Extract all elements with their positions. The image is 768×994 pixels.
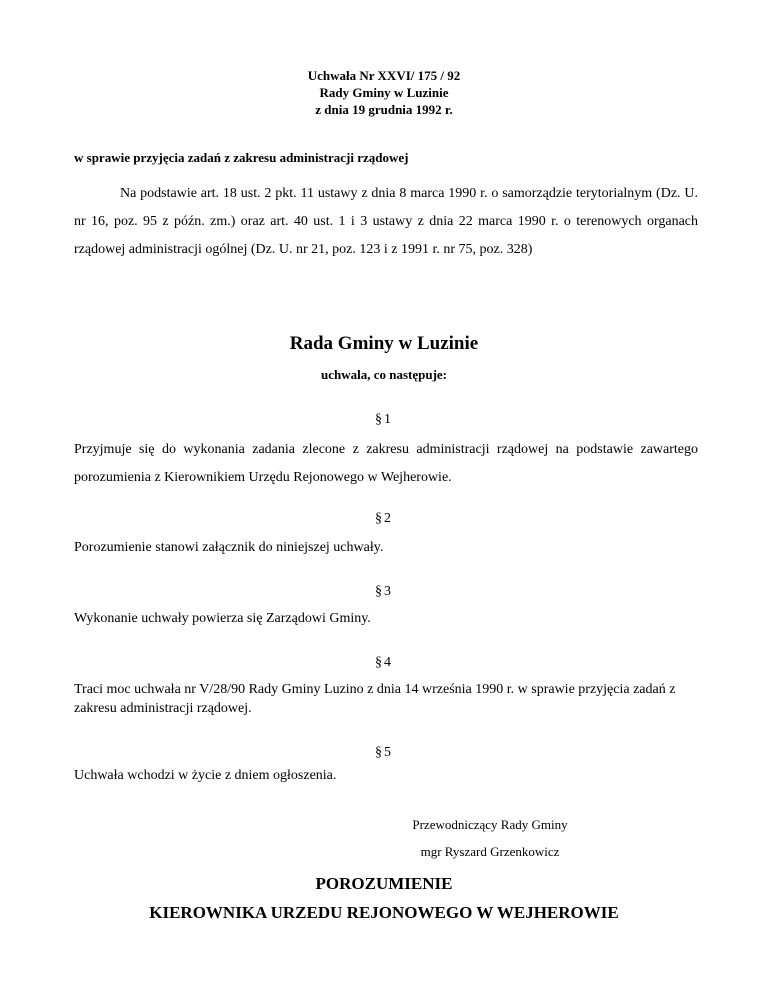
section-4-label: §4	[375, 655, 393, 670]
resolves-heading: uchwala, co następuje:	[320, 367, 448, 382]
resolution-subject: w sprawie przyjęcia zadań z zakresu administracji rządowej	[74, 150, 409, 165]
section-5-text: Uchwała wchodzi w życie z dniem ogłoszenia.	[74, 768, 337, 783]
signatory-role: Przewodniczący Rady Gminy	[412, 817, 568, 832]
signatory-name: mgr Ryszard Grzenkowicz	[420, 844, 560, 859]
section-1-text: Przyjmuje się do wykonania zadania zlecone z zakresu administracji rządowej na podstawie zawartego porozumienia z Kierownikiem Urzędu Rejonowego w Wejherowie.	[74, 442, 698, 485]
section-2-label: §2	[375, 511, 393, 526]
resolution-date: z dnia 19 grudnia 1992 r.	[315, 102, 453, 117]
section-3-text: Wykonanie uchwały powierza się Zarządowi Gminy.	[74, 611, 371, 626]
appendix-subtitle: KIEROWNIKA URZEDU REJONOWEGO W WEJHEROWIE	[149, 903, 619, 922]
section-2-text: Porozumienie stanowi załącznik do niniejszej uchwały.	[74, 540, 384, 555]
council-heading: Rada Gminy w Luzinie	[289, 333, 479, 354]
legal-basis-preamble	[74, 180, 698, 264]
section-4-text: Traci moc uchwała nr V/28/90 Rady Gminy Luzino z dnia 14 września 1990 r. w sprawie przyjęcia zadań z zakresu administracji rządowej.	[74, 682, 676, 716]
appendix-title: POROZUMIENIE	[315, 874, 453, 893]
section-5-label: §5	[375, 745, 393, 760]
section-3-label: §3	[375, 584, 393, 599]
resolution-number: Uchwała Nr XXVI/ 175 / 92	[307, 68, 461, 83]
council-name: Rady Gminy w Luzinie	[319, 85, 449, 100]
preamble-text: Na podstawie art. 18 ust. 2 pkt. 11 ustawy z dnia 8 marca 1990 r. o samorządzie terytorialnym (Dz. U. nr 16, poz. 95 z późn. zm.) oraz art. 40 ust. 1 i 3 ustawy z dnia 22 marca 1990 r. o terenowych organach rządowej administracji ogólnej (Dz. U. nr 21, poz. 123 i z 1991 r. nr 75, poz. 328)	[74, 186, 698, 257]
resolution-header	[0, 67, 768, 118]
section-1-label: §1	[375, 412, 393, 427]
